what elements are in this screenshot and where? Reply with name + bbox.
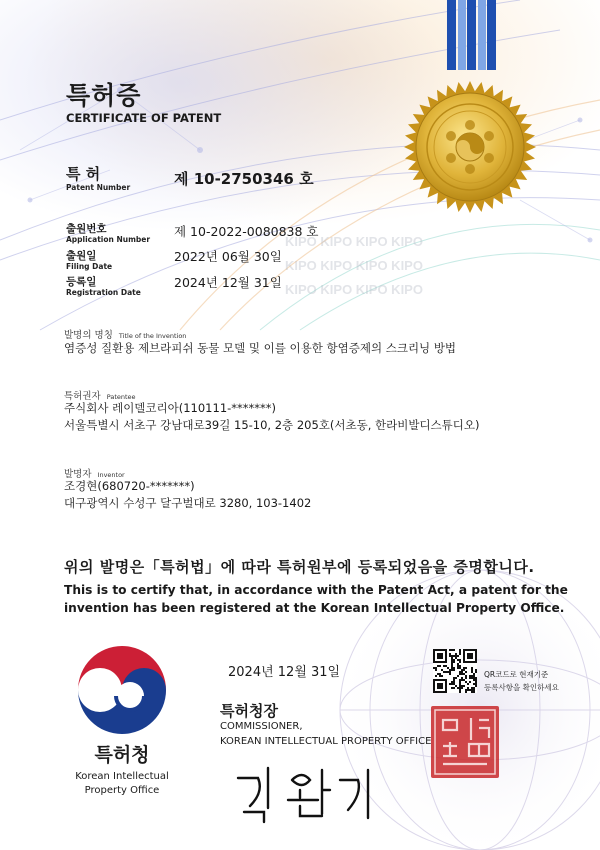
certification-statement-kr: 위의 발명은「특허법」에 따라 특허원부에 등록되었음을 증명합니다.	[64, 558, 535, 576]
application-number-label-en: Application Number	[66, 235, 151, 244]
kipo-taegeuk-emblem	[76, 644, 168, 736]
patent-number-value: 제 10-2750346 호	[174, 170, 314, 188]
filing-date-label-kr: 출원일	[66, 250, 97, 262]
invention-label-kr: 발명의 명칭	[64, 330, 113, 341]
patentee-address: 서울특별시 서초구 강남대로39길 15-10, 2층 205호(서초동, 한라비발디스튜디오)	[64, 418, 480, 432]
qr-code	[433, 649, 477, 693]
qr-note-line1: QR코드로 현재기준	[484, 670, 549, 679]
patentee-label-en: Patentee	[106, 393, 136, 401]
filing-date-value: 2022년 06월 30일	[174, 249, 282, 264]
watermark-row-3: KIPO KIPO KIPO KIPO	[285, 282, 423, 297]
filing-date-label-en: Filing Date	[66, 262, 113, 271]
certification-statement-en-line2: invention has been registered at the Korean Intellectual Property Office.	[64, 601, 565, 615]
patent-number-label-en: Patent Number	[66, 183, 131, 192]
registration-date-label-en: Registration Date	[66, 288, 141, 297]
patentee-label-kr: 특허권자	[64, 391, 101, 402]
certificate-title-kr: 특허증	[66, 81, 142, 110]
patent-number-label-kr: 특 허	[66, 165, 101, 183]
invention-title: 염증성 질환용 제브라피쉬 동물 모델 및 이를 이용한 항염증제의 스크리닝 방법	[64, 341, 457, 355]
certification-statement-en-line1: This is to certify that, in accordance with the Patent Act, a patent for the	[64, 583, 568, 597]
official-red-stamp	[431, 706, 499, 778]
registration-date-value: 2024년 12월 31일	[174, 275, 282, 290]
qr-note-line2: 등록사항을 확인하세요	[484, 683, 559, 692]
certificate-title-en: CERTIFICATE OF PATENT	[66, 111, 222, 125]
commissioner-title-en-line1: COMMISSIONER,	[220, 721, 303, 732]
issue-date: 2024년 12월 31일	[228, 665, 341, 680]
commissioner-title-kr: 특허청장	[220, 702, 278, 720]
commissioner-title-en-line2: KOREAN INTELLECTUAL PROPERTY OFFICE	[220, 736, 432, 747]
kipo-name-kr: 특허청	[94, 744, 150, 766]
kipo-name-en-line1: Korean Intellectual	[75, 771, 169, 782]
application-number-label-kr: 출원번호	[66, 223, 107, 235]
ribbon	[447, 0, 496, 70]
inventor-name: 조경현(680720-*******)	[64, 479, 195, 493]
kipo-name-en-line2: Property Office	[84, 785, 160, 796]
watermark-row-2: KIPO KIPO KIPO KIPO	[285, 258, 423, 273]
invention-label-en: Title of the Invention	[118, 332, 187, 340]
inventor-address: 대구광역시 수성구 달구벌대로 3280, 103-1402	[64, 496, 312, 510]
patentee-name: 주식회사 레이델코리아(110111-*******)	[64, 401, 277, 415]
watermark-row-1: KIPO KIPO KIPO KIPO	[285, 234, 423, 249]
registration-date-label-kr: 등록일	[66, 276, 97, 288]
inventor-label-en: Inventor	[97, 471, 125, 479]
inventor-label-kr: 발명자	[64, 469, 92, 480]
application-number-value: 제 10-2022-0080838 호	[174, 224, 319, 239]
